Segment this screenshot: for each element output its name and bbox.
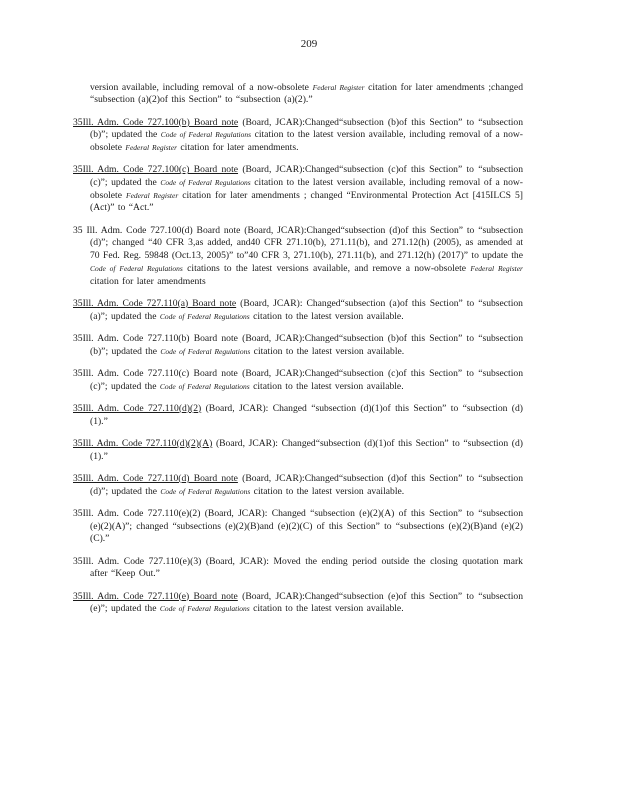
entry-text: citation for later amendments ; changed “Environmental Protection Act [415ILCS 5] (Act)” to “Act.” (90, 189, 523, 214)
amendment-entry (73, 368, 523, 393)
entry-heading: 35Ill. Adm. Code 727.100(b) Board note (73, 116, 239, 128)
citation-italic: Code of Federal Regulations (160, 486, 251, 496)
entry-text: citation for later amendments (90, 275, 206, 287)
citation-italic: Federal Register (312, 82, 365, 92)
page-number: 209 (300, 38, 318, 50)
entry-text: version available, including removal of a now-obsolete (90, 81, 313, 93)
amendment-entry (73, 225, 523, 289)
entry-heading: 35Ill. Adm. Code 727.110(d)(2)(A) (73, 437, 213, 449)
amendment-entry (73, 508, 523, 546)
entry-text: citation to the latest version available. (250, 485, 405, 497)
entry-heading: 35Ill. Adm. Code 727.100(c) Board note (73, 164, 239, 176)
amendment-entry (73, 403, 523, 428)
amendment-entry (73, 117, 523, 155)
entry-text: Changed “subsection (e)(2)(A) of this Section” to “subsection (e)(2)(A)”; changed “subsections (e)(2)(B)and (e)(2)(C) of this Section” to “subsections (e)(2)(B)and (e)(2)(C).” (90, 507, 523, 545)
entry-text: citation to the latest version available. (249, 603, 404, 615)
entry-heading: 35Ill. Adm. Code 727.110(a) Board note (73, 297, 237, 309)
amendment-entry (73, 438, 523, 463)
amendment-entry (73, 333, 523, 358)
citation-italic: Federal Register (470, 263, 523, 273)
citation-italic: Federal Register (125, 143, 177, 152)
entry-text: (Board, JCAR):Changed“subsection (c)of this Section” to “subsection (c)”; updated the (90, 164, 524, 188)
citation-italic: Code of Federal Regulations (160, 178, 251, 187)
entry-text: citation to the latest version available, including removal of a now-obsolete (90, 129, 523, 153)
citation-italic: Code of Federal Regulations (160, 346, 251, 356)
entry-text: citation to the latest version available. (249, 310, 404, 322)
amendment-entry (73, 164, 523, 215)
entry-text: citation to the latest version available. (249, 380, 404, 392)
entry-text: (Board, JCAR):Changed“subsection (e)of this Section” to “subsection (e)”; updated the (90, 590, 523, 615)
citation-italic: Code of Federal Regulations (160, 130, 252, 140)
entry-text: (Board, JCAR): Changed“subsection (a)of this Section” to “subsection (a)”; updated the (90, 297, 523, 322)
entry-text: citation for later amendments. (177, 142, 299, 153)
entry-heading: 35Ill. Adm. Code 727.110(e)(3) (Board, JCAR): (73, 555, 269, 567)
citation-italic: Code of Federal Regulations (90, 263, 183, 273)
entry-text: (Board, JCAR):Changed“subsection (b)of this Section” to “subsection (b)”; updated the (90, 332, 523, 357)
citation-italic: Code of Federal Regulations (159, 381, 250, 391)
entry-text: (Board, JCAR): Changed “subsection (d)(1)of this Section” to “subsection (d)(1).” (90, 402, 523, 427)
entry-heading: 35Ill. Adm. Code 727.110(e) Board note (73, 590, 238, 602)
amendment-entry (73, 556, 523, 581)
entry-heading: 35Ill. Adm. Code 727.110(e)(2) (Board, JCAR): (73, 507, 268, 519)
entry-text: citation for later amendments ;changed “subsection (a)(2)of this Section” to “subsection (a)(2).” (90, 81, 523, 106)
citation-italic: Code of Federal Regulations (159, 604, 250, 614)
entry-heading: 35Ill. Adm. Code 727.110(c) Board note (73, 367, 238, 379)
entry-text: citations to the latest versions available, and remove a now-obsolete (182, 262, 471, 274)
amendment-entry (73, 473, 523, 498)
entry-text: (Board, JCAR):Changed“subsection (c)of this Section” to “subsection (c)”; updated the (90, 367, 523, 392)
entry-text: (Board, JCAR):Changed“subsection (d)of this Section” to “subsection (d)”; changed “40 CFR 3,as added, and40 CFR 271.10(b), 271.11(b), and 271.12(h) (2005), as amended at 70 Fed. Reg. 59848 (Oct.13, 2005)” to”40 CFR 3, 271.10(b), 271.11(b), and 271.12(h) (2017)” to update the (90, 224, 523, 262)
entry-text: citation to the latest version available. (250, 345, 405, 357)
entry-heading: 35Ill. Adm. Code 727.110(d) Board note (73, 472, 238, 484)
entry-text: Moved the ending period outside the closing quotation mark after “Keep Out.” (90, 555, 523, 580)
amendment-entry (73, 82, 523, 107)
entry-text: (Board, JCAR):Changed“subsection (b)of this Section” to “subsection (b)”; updated the (90, 116, 523, 141)
entry-text: (Board, JCAR): Changed“subsection (d)(1)of this Section” to “subsection (d)(1).” (90, 437, 523, 462)
amendment-entry (73, 591, 523, 616)
entry-heading: 35Ill. Adm. Code 727.110(d)(2) (73, 402, 202, 414)
document-body (73, 72, 523, 622)
entry-text: citation to the latest version available, including removal of a now-obsolete (90, 177, 523, 201)
amendment-entry (73, 298, 523, 323)
citation-italic: Federal Register (126, 190, 179, 200)
citation-italic: Code of Federal Regulations (159, 311, 250, 321)
entry-heading: 35Ill. Adm. Code 727.110(b) Board note (73, 332, 238, 344)
entry-text: (Board, JCAR):Changed“subsection (d)of this Section” to “subsection (d)”; updated the (90, 472, 523, 497)
entry-heading: 35 Ill. Adm. Code 727.100(d) Board note (73, 224, 241, 236)
